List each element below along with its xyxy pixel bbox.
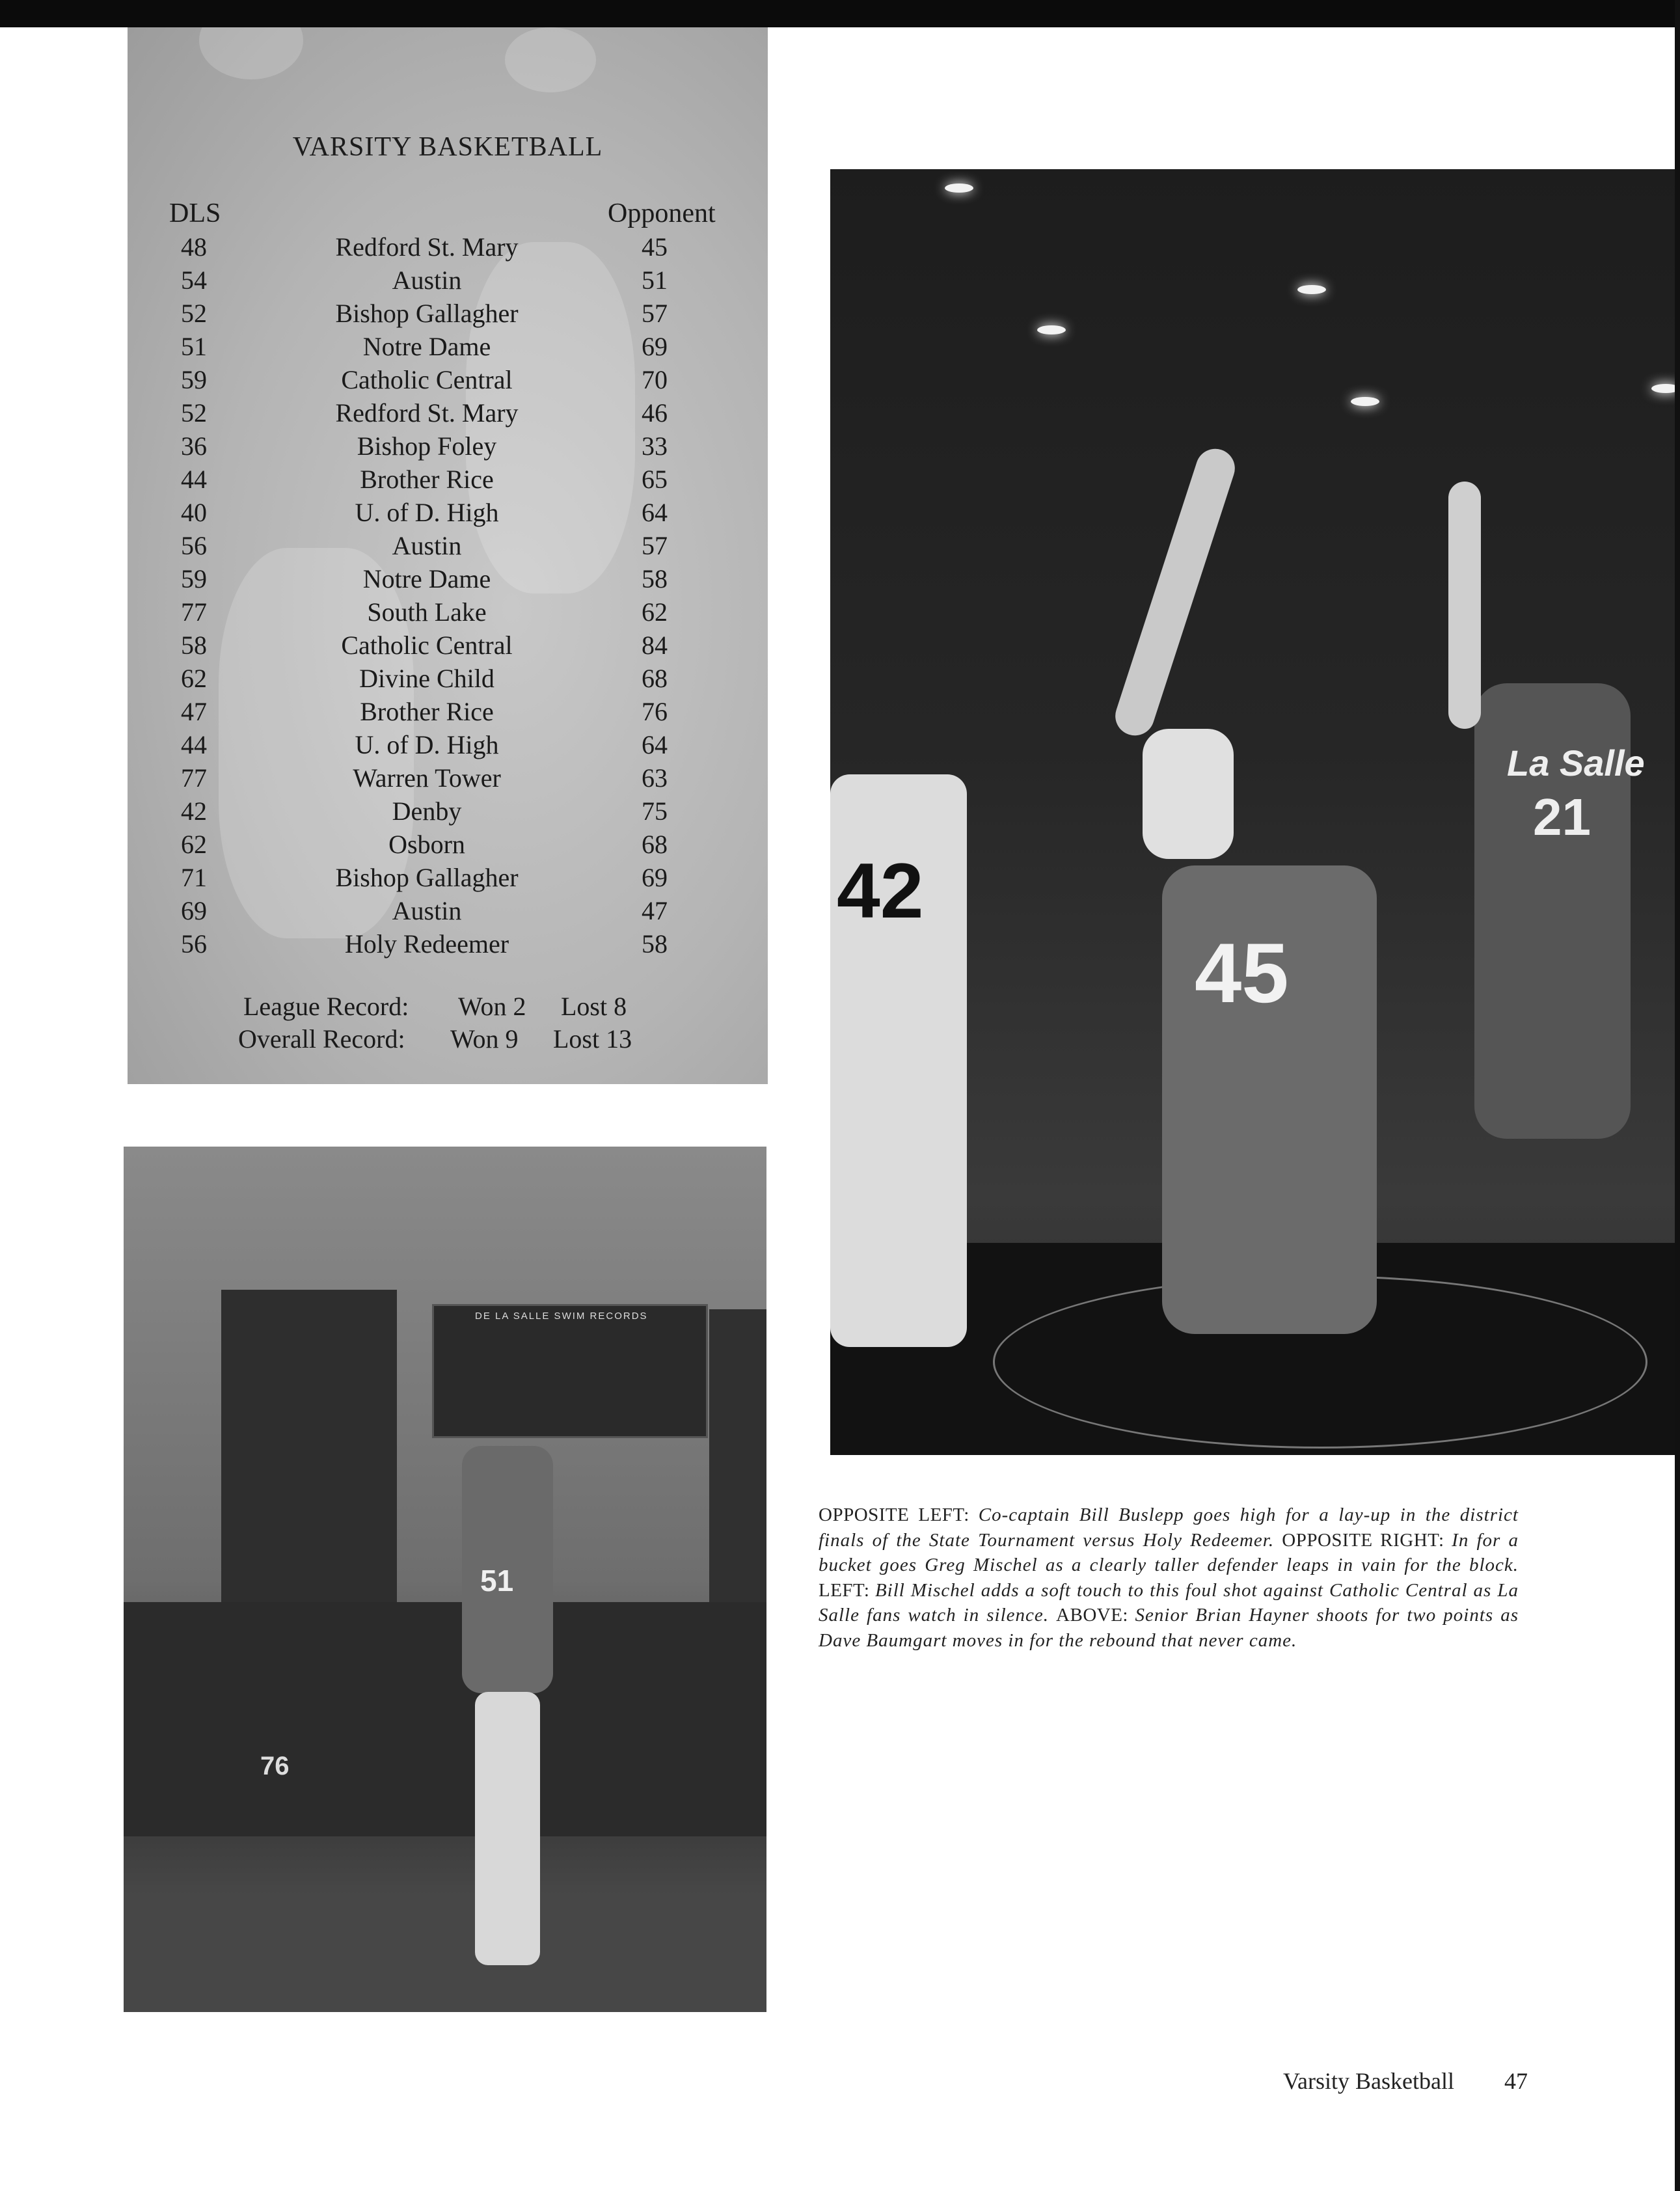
varsity-scores-panel (128, 27, 768, 1084)
game-result-row (128, 496, 768, 529)
opponent-score: 69 (642, 863, 668, 892)
game-result-row (128, 695, 768, 728)
opponent-name: U. of D. High (355, 498, 499, 527)
caption-opposite-right-label: OPPOSITE RIGHT: (1282, 1529, 1452, 1551)
opponent-name: Brother Rice (360, 697, 494, 726)
game-result-row (128, 230, 768, 264)
dls-score: 42 (181, 796, 207, 826)
overall-record-label: Overall Record: (238, 1024, 405, 1054)
opponent-name: Catholic Central (341, 631, 513, 660)
game-result-row (128, 264, 768, 297)
ceiling-light (1651, 384, 1675, 393)
shooter-raised-arm (1448, 482, 1481, 729)
game-result-row (128, 463, 768, 496)
dls-score: 62 (181, 830, 207, 859)
dls-score: 59 (181, 365, 207, 394)
dls-score: 52 (181, 299, 207, 328)
opponent-name: Osborn (388, 830, 465, 859)
defender-raised-arm (1110, 444, 1240, 741)
opponent-name: Austin (392, 896, 462, 925)
gym-window (709, 1309, 766, 1609)
photo-caption (819, 1503, 1519, 1653)
basketball-net-graphic (199, 27, 303, 79)
opponent-name: Bishop Gallagher (335, 863, 519, 892)
opponent-name: Bishop Foley (357, 431, 497, 461)
opponent-name: Denby (392, 796, 462, 826)
game-result-row (128, 429, 768, 463)
opponent-score: 46 (642, 398, 668, 428)
opponent-score: 76 (642, 697, 668, 726)
dls-score: 44 (181, 730, 207, 759)
game-result-row (128, 629, 768, 662)
dls-score: 44 (181, 465, 207, 494)
game-result-row (128, 595, 768, 629)
opponent-score: 33 (642, 431, 668, 461)
dls-score: 36 (181, 431, 207, 461)
opponent-name: Warren Tower (353, 763, 501, 793)
dls-score: 62 (181, 664, 207, 693)
game-result-row (128, 662, 768, 695)
game-result-row (128, 927, 768, 960)
overall-record-lost: Lost 13 (553, 1024, 632, 1054)
opponent-score: 58 (642, 564, 668, 593)
game-result-row (128, 728, 768, 761)
opponent-name: Redford St. Mary (335, 398, 519, 428)
game-result-row (128, 297, 768, 330)
caption-opposite-right-text: In for a bucket goes Greg Mischel as a clearly taller defender leaps in vain for the block. (819, 1529, 1519, 1575)
opponent-score: 68 (642, 664, 668, 693)
ceiling-light (1297, 285, 1326, 294)
overall-record (238, 1023, 694, 1055)
foul-shooter-legs (475, 1692, 540, 1965)
opponent-score: 58 (642, 929, 668, 959)
game-result-row (128, 562, 768, 595)
opponent-score: 47 (642, 896, 668, 925)
opponent-score: 63 (642, 763, 668, 793)
opponent-name: Redford St. Mary (335, 232, 519, 262)
league-record-label: League Record: (243, 992, 409, 1021)
opponent-name: South Lake (367, 597, 487, 627)
opponent-score: 51 (642, 265, 668, 295)
top-scan-border (0, 0, 1680, 27)
caption-left-text: Bill Mischel adds a soft touch to this foul shot against Catholic Central as La Salle fans watch in silence. (819, 1579, 1519, 1626)
game-result-row (128, 529, 768, 562)
caption-opposite-left-text: Co-captain Bill Buslepp goes high for a lay-up in the district finals of the State Tournament versus Holy Redeemer. (819, 1504, 1519, 1551)
league-record-won: Won 2 (458, 992, 526, 1021)
dls-score: 59 (181, 564, 207, 593)
league-record-lost: Lost 8 (561, 992, 627, 1021)
ceiling-light (1037, 325, 1066, 334)
opponent-score: 57 (642, 299, 668, 328)
opponent-column-header: Opponent (608, 198, 716, 228)
dls-score: 77 (181, 763, 207, 793)
game-result-row (128, 330, 768, 363)
defender-player-body (1143, 729, 1234, 859)
game-result-row (128, 396, 768, 429)
dls-score: 52 (181, 398, 207, 428)
opponent-score: 69 (642, 332, 668, 361)
jersey-number-42: 42 (837, 847, 924, 934)
opponent-score: 84 (642, 631, 668, 660)
caption-left-label: LEFT: (819, 1579, 875, 1601)
dls-score: 58 (181, 631, 207, 660)
dls-score: 54 (181, 265, 207, 295)
page-number: 47 (1504, 2068, 1528, 2094)
ceiling-light (945, 184, 973, 193)
opponent-score: 64 (642, 498, 668, 527)
crowd-jersey-number-76: 76 (260, 1752, 290, 1780)
league-record (243, 990, 699, 1023)
dls-column-header: DLS (169, 198, 221, 228)
dls-score: 56 (181, 929, 207, 959)
overall-record-won: Won 9 (450, 1024, 519, 1054)
opponent-name: Catholic Central (341, 365, 513, 394)
crowd-bleachers (124, 1602, 766, 1836)
opponent-score: 45 (642, 232, 668, 262)
opponent-name: Divine Child (359, 664, 495, 693)
caption-above-label: ABOVE: (1056, 1605, 1135, 1626)
opponent-name: Holy Redeemer (344, 929, 509, 959)
opponent-name: U. of D. High (355, 730, 499, 759)
ceiling-light (1351, 397, 1379, 406)
dls-score: 51 (181, 332, 207, 361)
game-result-row (128, 828, 768, 861)
swim-records-title: DE LA SALLE SWIM RECORDS (475, 1311, 648, 1322)
caption-opposite-left-label: OPPOSITE LEFT: (819, 1504, 979, 1525)
game-results-list (128, 230, 768, 960)
opponent-score: 57 (642, 531, 668, 560)
foul-shot-photo (124, 1147, 766, 2012)
opponent-name: Bishop Gallagher (335, 299, 519, 328)
opponent-name: Austin (392, 265, 462, 295)
dls-score: 56 (181, 531, 207, 560)
dls-score: 48 (181, 232, 207, 262)
dls-score: 77 (181, 597, 207, 627)
right-scan-border (1675, 0, 1680, 2191)
jersey-number-51: 51 (480, 1564, 514, 1598)
opponent-name: Notre Dame (362, 564, 491, 593)
opponent-score: 62 (642, 597, 668, 627)
gym-floor (124, 1895, 766, 2012)
jersey-number-45: 45 (1195, 925, 1289, 1020)
gym-doorway (221, 1290, 397, 1615)
game-result-row (128, 795, 768, 828)
caption-above-text: Senior Brian Hayner shoots for two points as Dave Baumgart moves in for the rebound that never came. (819, 1605, 1519, 1651)
opponent-score: 65 (642, 465, 668, 494)
footer-section-title: Varsity Basketball (1283, 2068, 1454, 2094)
opponent-score: 68 (642, 830, 668, 859)
opponent-name: Austin (392, 531, 462, 560)
jersey-number-21: 21 (1533, 788, 1591, 846)
opponent-score: 75 (642, 796, 668, 826)
basketball-graphic (505, 27, 596, 92)
dls-score: 40 (181, 498, 207, 527)
game-result-row (128, 761, 768, 795)
swim-records-board (432, 1304, 708, 1438)
opponent-name: Notre Dame (362, 332, 491, 361)
dls-score: 71 (181, 863, 207, 892)
game-action-photo (830, 169, 1675, 1455)
schedule-title: VARSITY BASKETBALL (292, 132, 603, 162)
team-script-lasalle: La Salle (1507, 742, 1645, 783)
game-result-row (128, 894, 768, 927)
opponent-name: Brother Rice (360, 465, 494, 494)
game-result-row (128, 861, 768, 894)
dls-score: 47 (181, 697, 207, 726)
game-result-row (128, 363, 768, 396)
dls-score: 69 (181, 896, 207, 925)
opponent-score: 70 (642, 365, 668, 394)
opponent-score: 64 (642, 730, 668, 759)
